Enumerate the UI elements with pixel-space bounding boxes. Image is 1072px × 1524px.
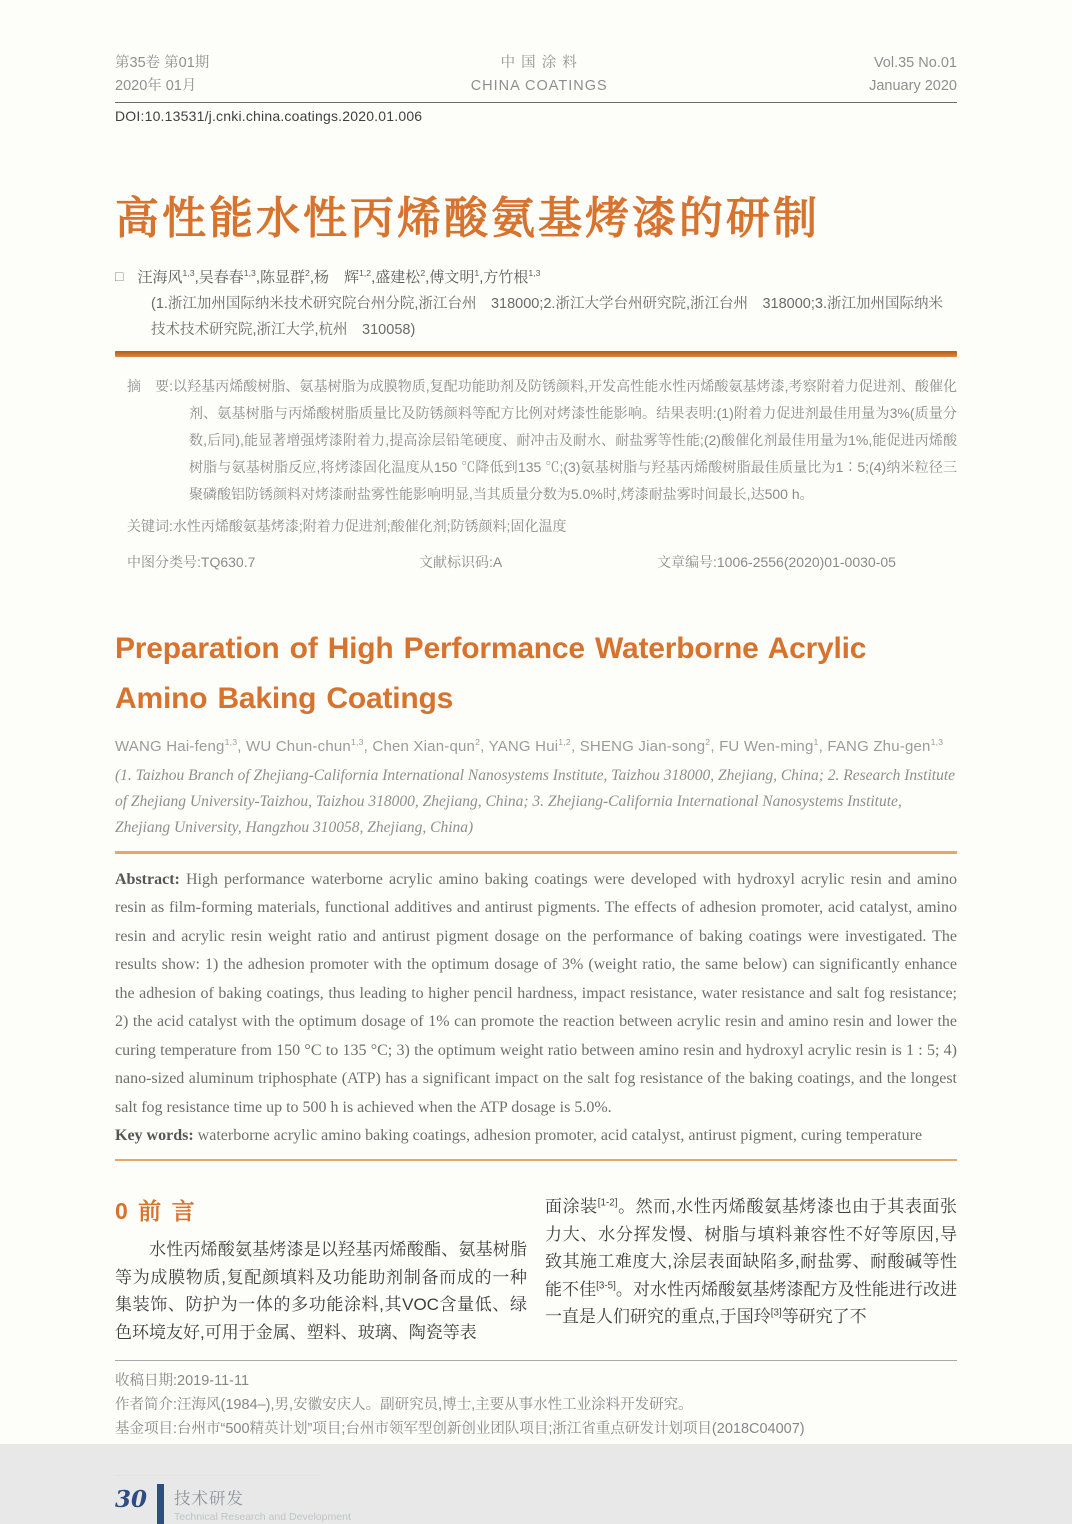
volume-issue-cn: 第35卷 第01期 — [115, 55, 210, 71]
footer-section-cn: 技术研发 — [174, 1490, 245, 1508]
abstract-cn — [127, 373, 957, 508]
author-marker-icon: □ — [115, 268, 124, 284]
keywords-text-en: waterborne acrylic amino baking coatings, adhesion promoter, acid catalyst, antirust pigment, curing temperature — [193, 1127, 923, 1144]
footnote-funding: 基金项目:台州市“500精英计划”项目;台州市领军型创新创业团队项目;浙江省重点研发计划项目(2018C04007) — [115, 1421, 805, 1437]
footnote-received-date: 收稿日期:2019-11-11 — [115, 1373, 250, 1389]
footer-topline — [115, 1475, 320, 1476]
authors-line-cn — [115, 266, 957, 287]
document-code: 文献标识码:A — [419, 554, 503, 570]
footnote-divider — [115, 1360, 957, 1361]
footer-section-en: Technical Research and Development — [174, 1511, 351, 1523]
journal-name-en: CHINA COATINGS — [470, 78, 608, 94]
divider-thin-orange-top — [115, 851, 957, 854]
abstract-text-en: High performance waterborne acrylic amino baking coatings were developed with hydroxyl acrylic resin and amino resin as film-forming materials, functional additives and antirust pigments. The effects of adhesion promoter, acid catalyst, amino resin and acrylic resin weight ratio and antirust pigment dosage on the performance of baking coatings were investigated. The results show: 1) the adhesion promoter with the optimum dosage of 3% (weight ratio, the same below) can significantly enhance the adhesion of baking coatings, thus leading to higher pencil hardness, impact resistance, water resistance and salt fog resistance; 2) the acid catalyst with the optimum dosage of 1% can promote the reaction between acrylic resin and amino resin and lower the curing temperature from 150 °C to 135 °C; 3) the optimum weight ratio between amino resin and hydroxyl acrylic resin is 1 : 5; 4) nano-sized aluminum triphosphate (ATP) has a significant impact on the salt fog resistance of the baking coatings, and the longest salt fog resistance time up to 500 h is achieved when the ATP dosage is 5.0%. — [115, 870, 957, 1116]
classification-row — [127, 552, 957, 572]
abstract-label-cn: 摘 要: — [127, 378, 174, 394]
footnotes-block — [115, 1369, 957, 1441]
masthead-right — [869, 52, 957, 98]
masthead-center — [471, 52, 608, 98]
authors-line-en: WANG Hai-feng$^{1,3}$, WU Chun-chun$^{1,3}$, Chen Xian-qun$^2$, YANG Hui$^{1,2}$, SHENG Jian-song$^2$, FU Wen-ming$^1$, FANG Zhu-gen$^{1,3}$ — [115, 737, 944, 755]
authors-cn: 汪海风$^{1,3}$,吴春春$^{1,3}$,陈显群$^2$,杨 辉$^{1,2}$,盛建松$^2$,傅文明$^1$,方竹根$^{1,3}$ — [137, 268, 541, 286]
date-cn: 2020年 01月 — [115, 78, 197, 94]
divider-thin-orange-bottom — [115, 1159, 957, 1162]
abstract-en — [115, 866, 957, 1123]
article-title-cn: 高性能水性丙烯酸氨基烤漆的研制 — [115, 194, 820, 243]
keywords-label-cn: 关键词: — [127, 518, 173, 534]
journal-masthead — [115, 52, 957, 103]
section-heading-intro: 0 前 言 — [115, 1198, 197, 1224]
article-title-en: Preparation of High Performance Waterborne Acrylic Amino Baking Coatings — [115, 632, 867, 715]
clc-number: 中图分类号:TQ630.7 — [127, 554, 256, 570]
journal-name-cn: 中 国 涂 料 — [500, 55, 578, 71]
affiliation-cn: (1.浙江加州国际纳米技术研究院台州分院,浙江台州 318000;2.浙江大学台州研究院,浙江台州 318000;3.浙江加州国际纳米技术技术研究院,浙江大学,杭州 310058) — [151, 296, 943, 338]
doi-line: DOI:10.13531/j.cnki.china.coatings.2020.01.006 — [115, 108, 423, 124]
page-number: 30 — [115, 1486, 148, 1513]
introduction-section — [115, 1193, 957, 1346]
keywords-text-cn: 水性丙烯酸氨基烤漆;附着力促进剂;酸催化剂;防锈颜料;固化温度 — [172, 518, 567, 534]
intro-paragraph-left: 水性丙烯酸氨基烤漆是以羟基丙烯酸酯、氨基树脂等为成膜物质,复配颜填料及功能助剂制备而成的一种集装饰、防护为一体的多功能涂料,其VOC含量低、绿色环境友好,可用于金属、塑料、玻璃、陶瓷等表 — [115, 1240, 527, 1342]
abstract-text-cn: 以羟基丙烯酸树脂、氨基树脂为成膜物质,复配功能助剂及防锈颜料,开发高性能水性丙烯酸氨基烤漆,考察附着力促进剂、酸催化剂、氨基树脂与丙烯酸树脂质量比及防锈颜料等配方比例对烤漆性能影响。结果表明:(1)附着力促进剂最佳用量为3%(质量分数,后同),能显著增强烤漆附着力,提高涂层铅笔硬度、耐冲击及耐水、耐盐雾等性能;(2)酸催化剂最佳用量为1%,能促进丙烯酸树脂与氨基树脂反应,将烤漆固化温度从150 ℃降低到135 ℃;(3)氨基树脂与羟基丙烯酸树脂最佳质量比为1∶5;(4)纳米粒径三聚磷酸铝防锈颜料对烤漆耐盐雾性能影响明显,当其质量分数为5.0%时,烤漆耐盐雾时间最长,达500 h。 — [173, 378, 957, 502]
divider-thick-orange — [115, 351, 957, 357]
affiliation-en: (1. Taizhou Branch of Zhejiang-California International Nanosystems Institute, Taizhou 318000, Zhejiang, China; 2. Research Institute of Zhejiang University-Taizhou, Taizhou 318000, Zhejiang, China; 3. Zhejiang-California International Nanosystems Institute, Zhejiang University, Hangzhou 310058, Zhejiang, China) — [115, 767, 956, 836]
date-en: January 2020 — [869, 78, 957, 94]
intro-column-right — [545, 1193, 957, 1346]
volume-issue-en: Vol.35 No.01 — [873, 55, 957, 71]
abstract-label-en: Abstract: — [115, 870, 180, 888]
footnote-author-bio: 作者简介:汪海风(1984–),男,安徽安庆人。副研究员,博士,主要从事水性工业涂料开发研究。 — [115, 1397, 693, 1413]
intro-paragraph-right: 面涂装[1-2]。然而,水性丙烯酸氨基烤漆也由于其表面张力大、水分挥发慢、树脂与填料兼容性不好等原因,导致其施工难度大,涂层表面缺陷多,耐盐雾、耐酸碱等性能不佳[3-5]。对水性丙烯酸氨基烤漆配方及性能进行改进一直是人们研究的重点,于国玲[3]等研究了不 — [545, 1197, 958, 1326]
footer-accent-bar — [157, 1484, 164, 1524]
page-footer — [115, 1475, 957, 1524]
keywords-label-en: Key words: — [115, 1127, 194, 1144]
masthead-left — [115, 52, 209, 98]
intro-column-left — [115, 1193, 527, 1346]
article-id: 文章编号:1006-2556(2020)01-0030-05 — [657, 554, 896, 570]
keywords-cn — [127, 514, 957, 538]
keywords-en — [115, 1122, 957, 1151]
